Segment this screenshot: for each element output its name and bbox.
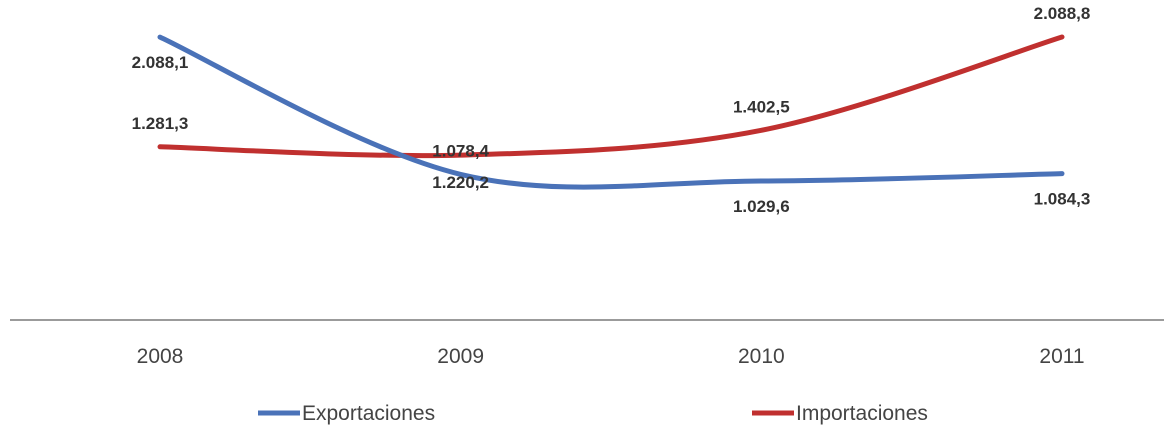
series-layer	[160, 37, 1062, 187]
legend-item-importaciones	[752, 402, 928, 425]
data-label-exportaciones-2010: 1.029,6	[732, 197, 790, 216]
data-label-importaciones-2008: 1.281,3	[131, 113, 189, 133]
data-label-exportaciones-2008: 2.088,1	[131, 53, 189, 73]
data-label-exportaciones-2009: 1.078,4	[432, 141, 490, 161]
data-label-importaciones-2010: 1.402,5	[732, 97, 790, 117]
x-tick-label-2009: 2009	[437, 345, 485, 368]
data-label-importaciones-2011: 2.088,8	[1033, 4, 1091, 23]
x-tick-label-2011: 2011	[1039, 345, 1085, 368]
legend	[258, 402, 928, 425]
series-line-importaciones	[160, 37, 1062, 156]
legend-label-exportaciones: Exportaciones	[302, 402, 436, 425]
data-label-exportaciones-2011: 1.084,3	[1033, 189, 1091, 209]
legend-label-importaciones: Importaciones	[796, 402, 928, 425]
x-tick-layer	[137, 345, 1085, 368]
x-tick-label-2010: 2010	[737, 345, 785, 368]
x-tick-label-2008: 2008	[136, 345, 184, 368]
data-label-importaciones-2009: 1.220,2	[432, 173, 490, 193]
legend-item-exportaciones	[258, 402, 435, 425]
series-line-exportaciones	[160, 37, 1062, 187]
